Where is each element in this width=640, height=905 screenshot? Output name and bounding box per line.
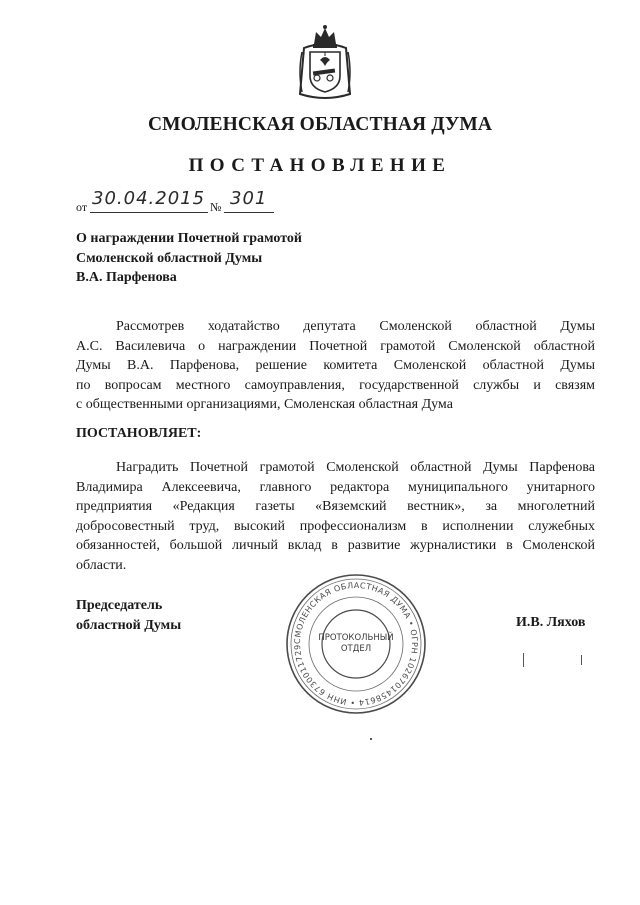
- official-stamp: [284, 572, 428, 716]
- stamp-center-line: ОТДЕЛ: [340, 644, 372, 654]
- smolensk-coat-of-arms-icon: [296, 22, 354, 102]
- resolves-heading: ПОСТАНОВЛЯЕТ:: [76, 426, 202, 441]
- number-underline: [224, 212, 274, 213]
- scan-mark: [370, 738, 372, 740]
- preamble-line: Думы В.А. Парфенова, решение комитета Смоленской областной Думы: [76, 358, 595, 374]
- preamble-line: по вопросам местного самоуправления, государственной службы и связям: [76, 377, 595, 393]
- organization-title: СМОЛЕНСКАЯ ОБЛАСТНАЯ ДУМА: [147, 114, 493, 135]
- subject-line: О награждении Почетной грамотой: [76, 231, 302, 246]
- preamble-line: А.С. Василевича о награждении Почетной грамотой Смоленской областной: [76, 338, 595, 354]
- number-label: №: [210, 200, 222, 214]
- subject-line: В.А. Парфенова: [76, 270, 177, 285]
- decision-line: Наградить Почетной грамотой Смоленской областной Думы Парфенова: [116, 460, 595, 475]
- stamp-ring-text: СМОЛЕНСКАЯ ОБЛАСТНАЯ ДУМА • ОГРН 1026701458614 • ИНН 6730011729: [292, 580, 420, 708]
- signatory-title: [76, 596, 181, 635]
- decision-line: Владимира Алексеевича, главного редактора муниципального унитарного: [76, 479, 595, 495]
- stamp-seal-icon: [284, 572, 428, 716]
- scan-mark: [581, 655, 582, 665]
- subject-line: Смоленской областной Думы: [76, 250, 263, 266]
- decision-line: обязанностей, большой личный вклад в развитие журналистики в Смоленской: [76, 538, 595, 554]
- decision-paragraph: [76, 458, 595, 576]
- preamble-line: Рассмотрев ходатайство депутата Смоленской областной Думы: [116, 319, 595, 334]
- signatory-title-line: Председатель: [76, 598, 163, 613]
- decision-line: добросовестный труд, высокий профессионализм в исполнении служебных: [76, 518, 595, 534]
- subject-block: [76, 229, 376, 288]
- decision-line: предприятия «Редакция газеты «Вяземский вестник», за многолетний: [76, 499, 595, 515]
- stamp-center-line: ПРОТОКОЛЬНЫЙ: [318, 633, 394, 643]
- preamble-paragraph: [76, 317, 595, 415]
- svg-text:СМОЛЕНСКАЯ ОБЛАСТНАЯ ДУМА • ОГ: [284, 572, 419, 707]
- handwritten-number: 301: [230, 188, 268, 209]
- preamble-line: с общественными организациями, Смоленская областная Дума: [76, 397, 453, 413]
- document-type-heading: ПОСТАНОВЛЕНИЕ: [188, 155, 452, 176]
- handwritten-date: 30.04.2015: [92, 188, 206, 209]
- signatory-name: И.В. Ляхов: [516, 615, 586, 630]
- date-underline: [90, 212, 208, 213]
- decision-line: области.: [76, 557, 127, 573]
- signatory-title-line: областной Думы: [76, 617, 182, 633]
- scan-mark: [523, 653, 524, 667]
- from-label: от: [76, 200, 88, 214]
